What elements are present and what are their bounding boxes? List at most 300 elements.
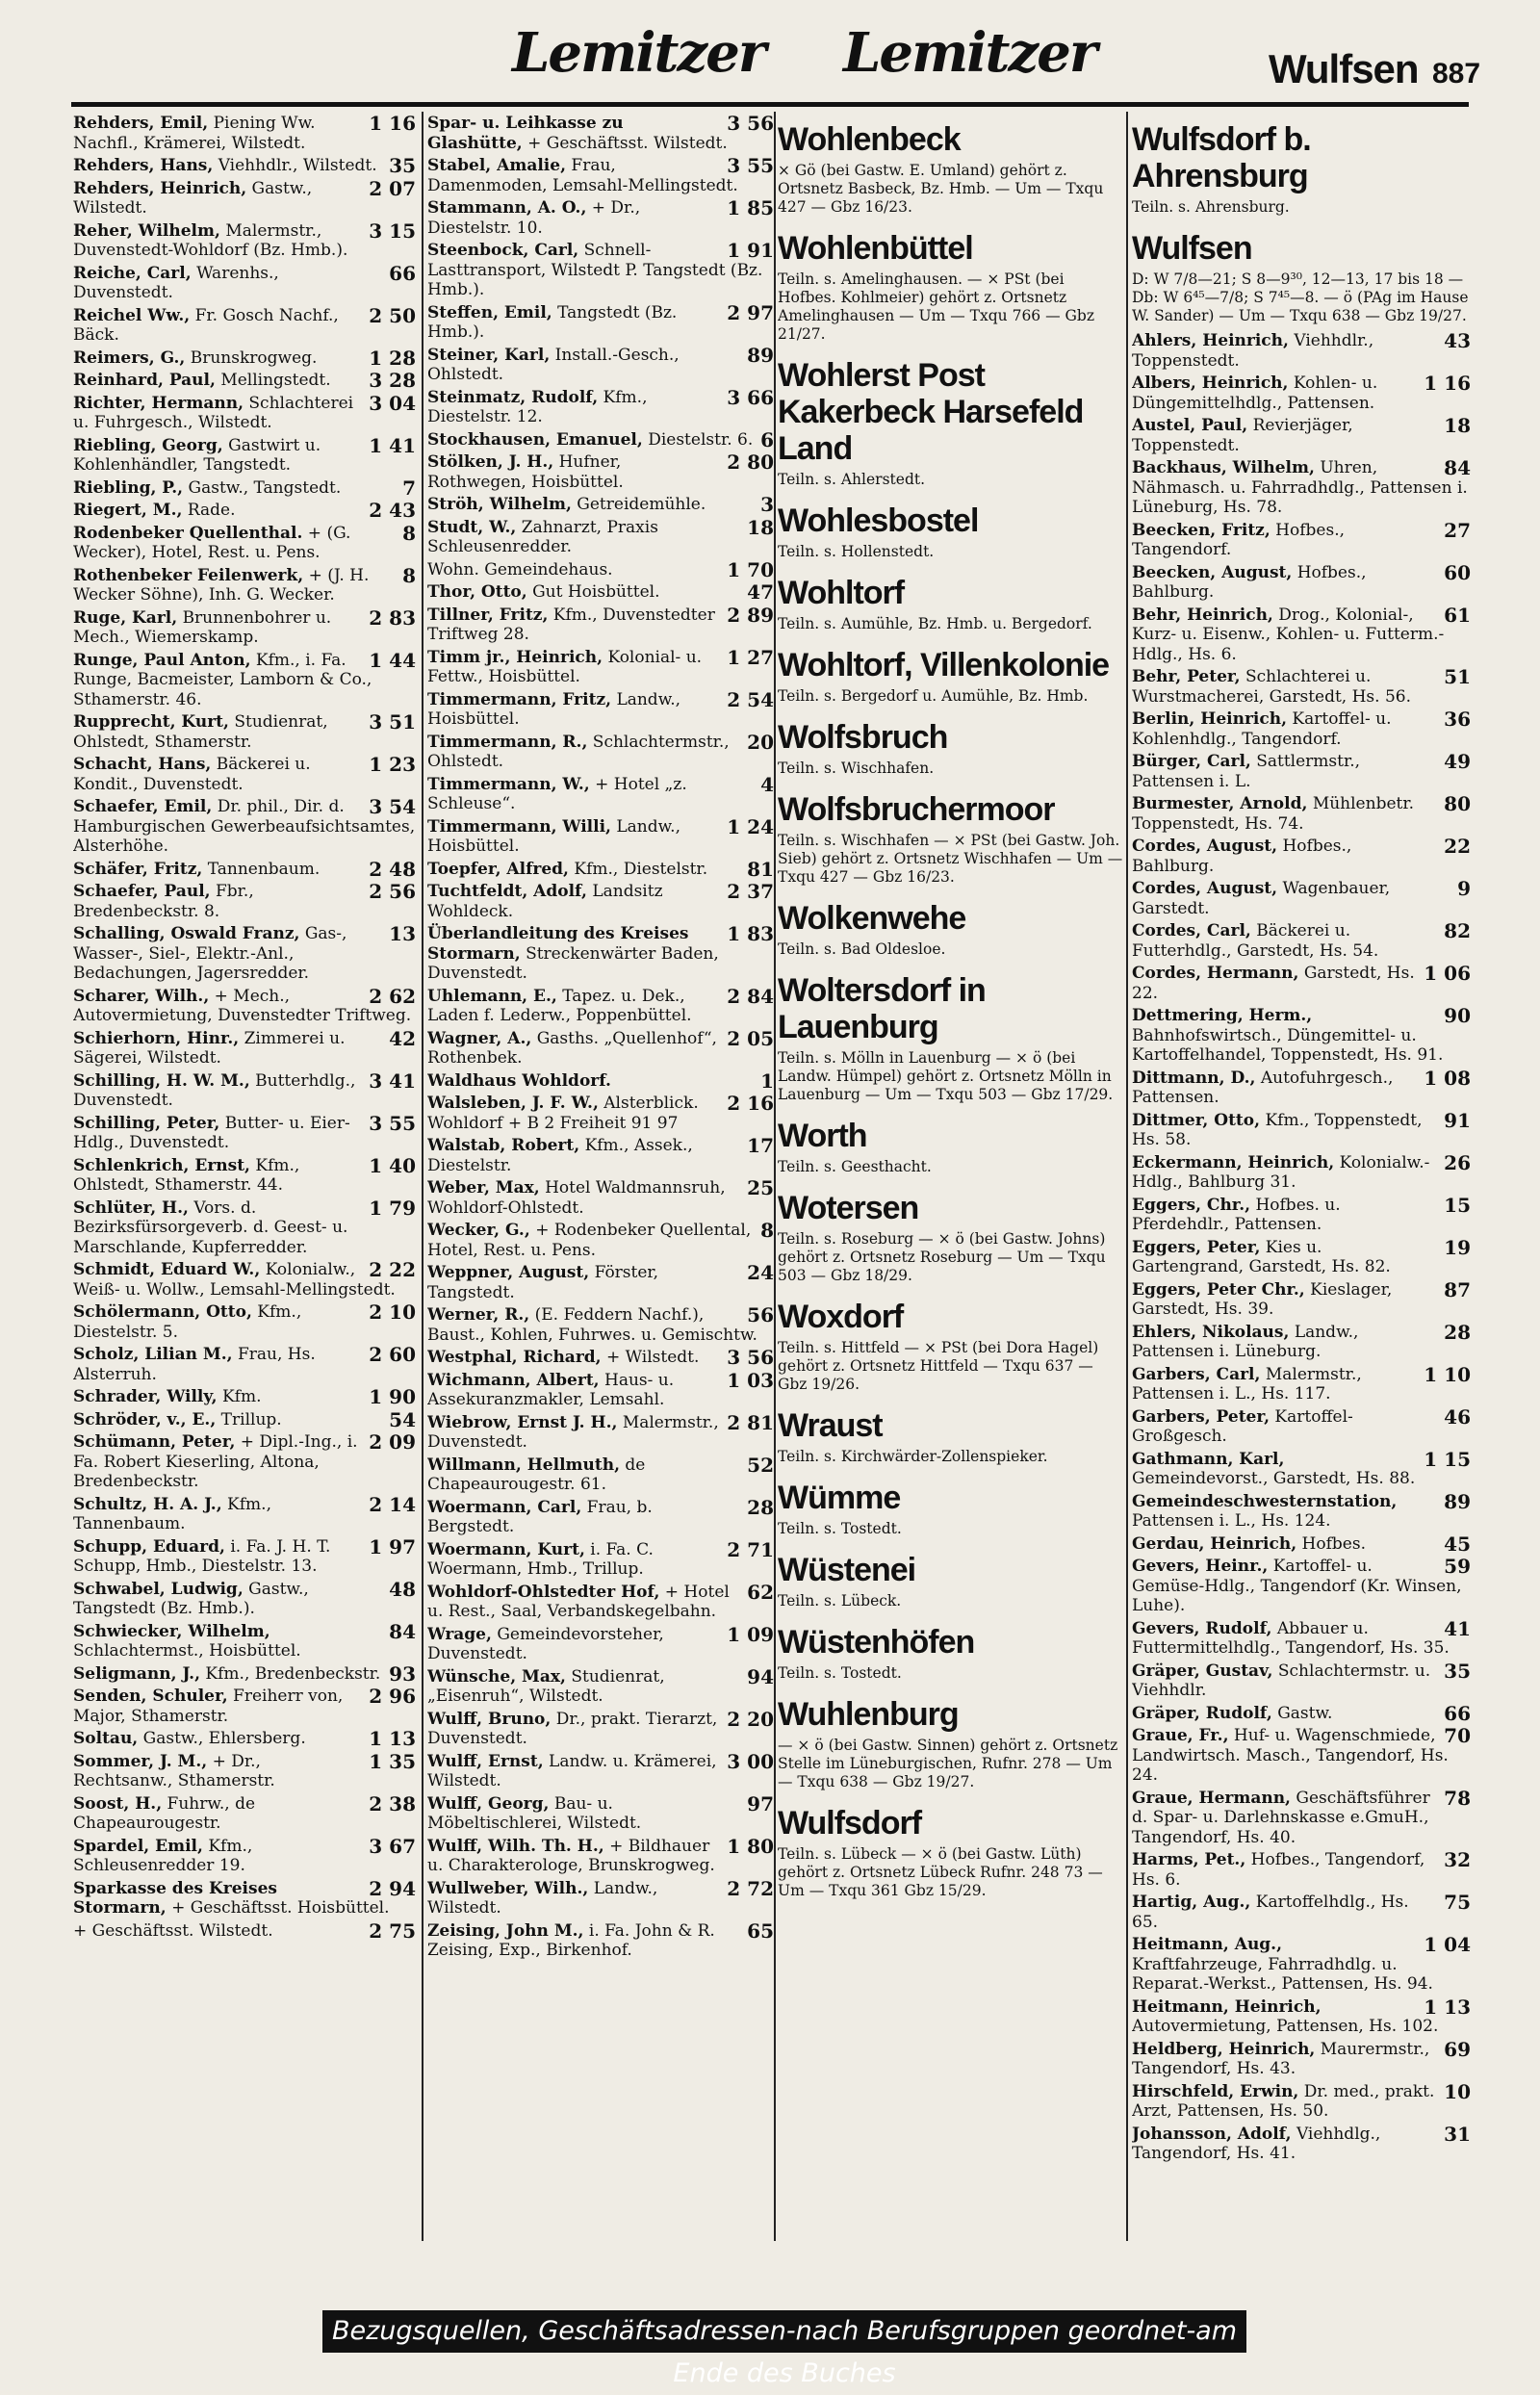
entry-details: Mühlenbetr. Toppenstedt, Hs. 74. — [1132, 794, 1414, 834]
locality-heading: Woltersdorf in Lauenburg — [778, 972, 986, 1045]
locality-info: Teiln. s. Lübeck — × ö (bei Gastw. Lüth) gehört z. Ortsnetz Lübeck Rufnr. 248 73 — Um — Txqu 361 Gbz 15/29. — [778, 1845, 1103, 1899]
entry-name: Reichel Ww., — [73, 305, 191, 325]
entry-details: Pattensen i. L., Hs. 124. — [1132, 1511, 1331, 1531]
phone-number: 35 — [1444, 1659, 1471, 1683]
entry-name: Steffen, Emil, — [427, 302, 552, 322]
phone-number: 6 — [760, 427, 774, 451]
directory-entry — [73, 1260, 416, 1300]
locality-heading: Wohlesbostel — [778, 502, 979, 539]
entry-details: Studienrat, „Eisenruh“, Wilstedt. — [427, 1666, 665, 1706]
entry-name: Schäfer, Fritz, — [73, 859, 203, 879]
phone-number: 2 38 — [369, 1791, 416, 1816]
locality-section — [778, 121, 1124, 217]
phone-number: 25 — [747, 1176, 774, 1199]
entry-name: Wullweber, Wilh., — [427, 1878, 589, 1898]
entry-name: Timmermann, W., — [427, 774, 590, 794]
directory-entry — [1132, 2079, 1471, 2122]
entry-name: Wulff, Wilh. Th. H., — [427, 1836, 604, 1856]
phone-number: 42 — [389, 1026, 416, 1050]
phone-number: 2 83 — [369, 605, 416, 630]
locality-info: Teiln. s. Wischhafen. — [778, 760, 935, 777]
entry-details: + Mech., Autovermietung, Duvenstedter Triftweg. — [73, 986, 412, 1025]
entry-name: Scholz, Lilian M., — [73, 1345, 233, 1364]
locality-info: Teiln. s. Lübeck. — [778, 1592, 902, 1610]
directory-entry — [1132, 373, 1471, 413]
directory-entry — [427, 814, 774, 857]
locality-heading: Wuhlenburg — [778, 1696, 959, 1733]
entry-details: Vors. d. Bezirksfürsorgeverb. d. Geest- u. Marschlande, Kupferredder. — [73, 1198, 348, 1257]
locality-heading: Wulfsen — [1132, 230, 1252, 267]
entry-name: Rehders, Hans, — [73, 156, 214, 175]
entry-details: Gemeindevorst., Garstedt, Hs. 88. — [1132, 1469, 1416, 1488]
entry-name: Weber, Max, — [427, 1178, 540, 1198]
entry-name: Behr, Peter, — [1132, 667, 1241, 686]
phone-number: 2 56 — [369, 880, 416, 903]
directory-entry — [1132, 1534, 1471, 1555]
directory-entry — [1132, 921, 1471, 961]
directory-entry — [1132, 560, 1471, 603]
entry-name: Rodenbeker Quellenthal. — [73, 523, 303, 543]
directory-entry — [73, 924, 416, 984]
directory-entry — [427, 1221, 774, 1260]
entry-name: Riebling, P., — [73, 477, 184, 498]
entry-details: Schlachterei u. Wurstmacherei, Garstedt, Hs. 56. — [1132, 667, 1412, 707]
phone-number: 2 84 — [727, 984, 774, 1008]
entry-details: + (G. Wecker), Hotel, Rest. u. Pens. — [73, 523, 351, 562]
phone-number: 93 — [389, 1661, 416, 1686]
locality-info: Teiln. s. Ahlerstedt. — [778, 471, 926, 488]
entry-details: Dr. med., prakt. Arzt, Pattensen, Hs. 50. — [1132, 2081, 1435, 2121]
column-3 — [778, 114, 1124, 2241]
phone-number: 1 44 — [369, 648, 416, 672]
directory-entry — [73, 521, 416, 563]
entry-name: Walsleben, J. F. W., — [427, 1094, 599, 1113]
phone-number: 1 24 — [727, 814, 774, 838]
entry-details: Zimmerei u. Sägerei, Wilstedt. — [73, 1028, 346, 1068]
entry-name: Schaefer, Paul, — [73, 882, 211, 901]
directory-entry — [427, 385, 774, 427]
entry-name: Eggers, Chr., — [1132, 1195, 1251, 1215]
entry-name: Hirschfeld, Erwin, — [1132, 2081, 1299, 2101]
phone-number: 2 16 — [727, 1092, 774, 1115]
phone-number: 60 — [1444, 560, 1471, 584]
phone-number: 2 89 — [727, 603, 774, 627]
directory-entry — [73, 1432, 416, 1492]
place-name: Wulfsen — [1269, 46, 1419, 91]
entry-details: Gastw., Tangstedt (Bz. Hmb.). — [73, 1579, 309, 1618]
phone-number: 47 — [747, 580, 774, 604]
locality-heading: Wolfsbruch — [778, 719, 948, 756]
phone-number: 94 — [747, 1664, 774, 1688]
entry-name: Tillner, Fritz, — [427, 605, 549, 625]
entry-name: Eggers, Peter, — [1132, 1237, 1261, 1257]
entry-details: Frau, b. Bergstedt. — [427, 1497, 653, 1536]
entry-name: Beecken, August, — [1132, 562, 1293, 582]
phone-number: 26 — [1444, 1150, 1471, 1174]
entry-details: Hofbes. u. Pferdehdlr., Pattensen. — [1132, 1195, 1341, 1234]
entry-name: Westphal, Richard, — [427, 1348, 602, 1367]
locality-heading: Worth — [778, 1118, 867, 1154]
entry-details: Landw. u. Krämerei, Wilstedt. — [427, 1751, 717, 1790]
phone-number: 69 — [1444, 2037, 1471, 2061]
directory-entry — [1132, 1362, 1471, 1404]
directory-entry — [73, 261, 416, 303]
entry-details: Viehhdlr., Wilstedt. — [218, 156, 377, 175]
phone-number: 3 04 — [369, 391, 416, 415]
entry-name: Uhlemann, E., — [427, 986, 557, 1006]
entry-details: + Dr., Diestelstr. 10. — [427, 198, 641, 238]
directory-entry — [427, 114, 774, 153]
entry-details: Bahnhofswirtsch., Düngemittel- u. Kartoffelhandel, Toppenstedt, Hs. 91. — [1132, 1025, 1444, 1065]
entry-details: Revierjäger, Toppenstedt. — [1132, 416, 1353, 455]
entry-name: Dittmann, D., — [1132, 1068, 1256, 1088]
entry-details: Kartoffelhdlg., Hs. 65. — [1132, 1893, 1409, 1932]
entry-details: Landw., Pattensen i. Lüneburg. — [1132, 1322, 1359, 1361]
entry-name: Wrage, — [427, 1624, 492, 1644]
entry-name: Gevers, Heinr., — [1132, 1557, 1269, 1576]
phone-number: 3 54 — [369, 795, 416, 818]
directory-entry — [73, 605, 416, 648]
entry-details: Kfm., Bredenbeckstr. — [205, 1663, 381, 1684]
directory-entry — [427, 1749, 774, 1791]
entry-name: Heldberg, Heinrich, — [1132, 2039, 1316, 2059]
locality-info: × Gö (bei Gastw. E. Umland) gehört z. Ortsnetz Basbeck, Bz. Hmb. — Um — Txqu 427 — Gbz 16/23. — [778, 162, 1104, 216]
phone-number: 2 10 — [369, 1301, 416, 1324]
directory-entry — [1132, 1557, 1471, 1616]
entry-details: Hotel Waldmannsruh, Wohldorf-Ohlstedt. — [427, 1178, 726, 1218]
directory-entry — [427, 1136, 774, 1175]
entry-details: Viehhdlr., Toppenstedt. — [1132, 331, 1374, 371]
phone-number: 2 62 — [369, 984, 416, 1008]
locality-heading: Wüstenei — [778, 1552, 916, 1588]
phone-number: 2 09 — [369, 1430, 416, 1454]
phone-number: 87 — [1444, 1277, 1471, 1301]
locality-heading: Wulfsdorf — [778, 1805, 922, 1841]
phone-number: 1 90 — [369, 1385, 416, 1408]
directory-entry — [427, 1263, 774, 1302]
entry-name: Werner, R., — [427, 1305, 530, 1325]
directory-entry — [1132, 2122, 1471, 2164]
directory-entry — [1132, 667, 1471, 707]
directory-entry — [73, 712, 416, 752]
directory-entry — [427, 924, 774, 984]
directory-entry — [1132, 1997, 1471, 2037]
entry-name: Bürger, Carl, — [1132, 752, 1251, 771]
entry-name: Wulff, Ernst, — [427, 1751, 544, 1771]
entry-details: Autovermietung, Pattensen, Hs. 102. — [1132, 2017, 1439, 2036]
phone-number: 1 23 — [369, 753, 416, 776]
phone-number: 8 — [402, 563, 416, 587]
entry-details: + Geschäftsst. Wilstedt. — [527, 133, 728, 153]
locality-info: Teiln. s. Hollenstedt. — [778, 543, 935, 560]
entry-name: Schalling, Oswald Franz, — [73, 924, 300, 943]
directory-entry — [73, 1302, 416, 1342]
entry-name: Schlüter, H., — [73, 1198, 189, 1218]
phone-number: 3 67 — [369, 1834, 416, 1858]
entry-details: Autofuhrgesch., Pattensen. — [1132, 1068, 1394, 1107]
phone-number: 1 03 — [727, 1368, 774, 1392]
directory-entry — [1132, 331, 1471, 371]
entry-details: Garstedt, Hs. 22. — [1132, 964, 1415, 1003]
entry-name: Schierhorn, Hinr., — [73, 1028, 240, 1048]
entry-details: Rade. — [187, 501, 236, 520]
locality-info: D: W 7/8—21; S 8—9³⁰, 12—13, 17 bis 18 — Db: W 6⁴⁵—7/8; S 7⁴⁵—8. — ö (PAg im Hause W. Sander) — Um — Txqu 638 — Gbz 19/27. — [1132, 270, 1469, 324]
locality-heading: Wohlerst Post Kakerbeck Harsefeld Land — [778, 357, 1084, 467]
entry-name: Backhaus, Wilhelm, — [1132, 458, 1315, 477]
phone-number: 1 91 — [727, 239, 774, 262]
entry-name: Sommer, J. M., — [73, 1751, 208, 1771]
locality-info: — × ö (bei Gastw. Sinnen) gehört z. Ortsnetz Stelle im Lüneburgischen, Rufnr. 278 — Um — Txqu 638 — Gbz 19/27. — [778, 1737, 1118, 1790]
phone-number: 82 — [1444, 919, 1471, 942]
directory-entry — [1132, 1193, 1471, 1235]
entry-details: Geschäftsführer d. Spar- u. Darlehnskasse e.GmuH., Tangendorf, Hs. 40. — [1132, 1788, 1430, 1847]
entry-details: Tangstedt (Bz. Hmb.). — [427, 302, 678, 342]
entry-details: Gemeindevorsteher, Duvenstedt. — [427, 1624, 664, 1663]
entry-name: Schlenkrich, Ernst, — [73, 1155, 250, 1175]
entry-name: Austel, Paul, — [1132, 416, 1248, 435]
directory-entry — [1132, 2037, 1471, 2079]
entry-details: + Hotel „z. Schleuse“. — [427, 774, 687, 813]
entry-name: Rehders, Heinrich, — [73, 178, 247, 198]
directory-entry — [73, 1407, 416, 1431]
entry-details: Kfm., Diestelstr. — [574, 859, 708, 879]
directory-entry — [1132, 1066, 1471, 1108]
directory-entry — [1132, 1893, 1471, 1932]
locality-info: Teiln. s. Mölln in Lauenburg — × ö (bei Landw. Hümpel) gehört z. Ortsnetz Mölln in Lauenburg — Um — Txqu 503 — Gbz 17/29. — [778, 1049, 1114, 1103]
directory-entry — [73, 371, 416, 391]
entry-details: Hofbes. — [1301, 1533, 1366, 1554]
entry-details: + Wilstedt. — [605, 1348, 700, 1367]
locality-section — [1132, 230, 1471, 325]
directory-entry — [73, 1345, 416, 1384]
entry-name: Ahlers, Heinrich, — [1132, 331, 1289, 350]
phone-number: 17 — [747, 1134, 774, 1157]
entry-name: Stölken, J. H., — [427, 452, 554, 472]
locality-info: Teiln. s. Amelinghausen. — × PSt (bei Hofbes. Kohlmeier) gehört z. Ortsnetz Amelinghausen — Um — Txqu 766 — Gbz 21/27. — [778, 270, 1094, 343]
directory-entry — [73, 1729, 416, 1749]
phone-number: 80 — [1444, 792, 1471, 815]
directory-entry — [427, 515, 774, 557]
entry-details: Kartoffel- u. Gemüse-Hdlg., Tangendorf (Kr. Winsen, Luhe). — [1132, 1557, 1462, 1615]
entry-details: Gastw., Wilstedt. — [73, 178, 313, 218]
phone-number: 75 — [1444, 1891, 1471, 1914]
entry-name: Wiebrow, Ernst J. H., — [427, 1412, 618, 1432]
entry-name: Stockhausen, Emanuel, — [427, 429, 643, 450]
phone-number: 20 — [747, 730, 774, 754]
directory-entry — [427, 300, 774, 343]
entry-name: Cordes, August, — [1132, 837, 1278, 856]
entry-details: + Dipl.-Ing., i. Fa. Robert Kieserling, Altona, Bredenbeckstr. — [73, 1432, 358, 1491]
directory-entry — [73, 1687, 416, 1726]
directory-entry — [427, 687, 774, 730]
directory-entry — [1132, 1447, 1471, 1489]
phone-number: 3 — [760, 493, 774, 516]
phone-number: 46 — [1444, 1404, 1471, 1429]
entry-details: Gastw. — [1277, 1703, 1333, 1723]
phone-number: 3 55 — [727, 154, 774, 177]
entry-name: Soost, H., — [73, 1793, 163, 1814]
phone-number: 2 60 — [369, 1343, 416, 1366]
entry-details: Kolonialw., Weiß- u. Wollw., Lemsahl-Mellingstedt. — [73, 1260, 396, 1300]
phone-number: 3 56 — [727, 114, 774, 135]
locality-heading: Wulfsdorf b. Ahrensburg — [1132, 121, 1311, 194]
entry-details: Malermstr., Pattensen i. L., Hs. 117. — [1132, 1364, 1362, 1404]
phone-number: 89 — [1444, 1489, 1471, 1513]
directory-entry — [73, 114, 416, 153]
entry-details: Kfm., i. Fa. Runge, Bacmeister, Lamborn & Co., Sthamerstr. 46. — [73, 650, 372, 709]
entry-name: Gemeindeschwesternstation, — [1132, 1491, 1398, 1511]
phone-number: 70 — [1444, 1724, 1471, 1747]
phone-number: 36 — [1444, 708, 1471, 731]
locality-section — [778, 1552, 1124, 1610]
entry-name: Behr, Heinrich, — [1132, 605, 1273, 625]
entry-details: Butterhdlg., Duvenstedt. — [73, 1070, 356, 1110]
entry-name: Ströh, Wilhelm, — [427, 495, 572, 514]
directory-entry — [1132, 1850, 1471, 1890]
entry-details: + Geschäftsst. Hoisbüttel. — [171, 1898, 390, 1918]
directory-entry — [73, 433, 416, 476]
entry-name: Thor, Otto, — [427, 582, 527, 602]
phone-number: 2 05 — [727, 1026, 774, 1050]
locality-heading: Wohltorf, Villenkolonie — [778, 647, 1110, 683]
directory-entry — [1132, 1701, 1471, 1725]
entry-name: Harms, Pet., — [1132, 1850, 1246, 1869]
entry-name: Heitmann, Heinrich, — [1132, 1996, 1322, 2017]
directory-entry — [427, 984, 774, 1026]
entry-details: Alsterblick. Wohldorf + B 2 Freiheit 91 97 — [427, 1094, 699, 1133]
entry-name: Berlin, Heinrich, — [1132, 709, 1287, 729]
phone-number: 3 66 — [727, 385, 774, 409]
phone-number: 1 04 — [1424, 1933, 1471, 1956]
directory-entry — [427, 1537, 774, 1580]
directory-entry — [427, 730, 774, 772]
phone-number: 84 — [1444, 456, 1471, 479]
phone-number: 7 — [402, 476, 416, 500]
entry-name: Gerdau, Heinrich, — [1132, 1533, 1297, 1554]
entry-name: Schaefer, Emil, — [73, 797, 213, 816]
entry-details: Kolonialw.-Hdlg., Bahlburg 31. — [1132, 1152, 1430, 1192]
entry-details: Zahnarzt, Praxis Schleusenredder. — [427, 517, 658, 556]
phone-number: 15 — [1444, 1193, 1471, 1217]
locality-section — [778, 719, 1124, 778]
directory-entry — [73, 1071, 416, 1111]
locality-heading: Wotersen — [778, 1190, 919, 1226]
directory-entry — [427, 857, 774, 881]
phone-number: 54 — [389, 1407, 416, 1431]
entry-details: Tannenbaum. — [207, 859, 321, 879]
locality-info: Teiln. s. Roseburg — × ö (bei Gastw. Johns) gehört z. Ortsnetz Roseburg — Um — Txqu 503 — Gbz 18/29. — [778, 1230, 1106, 1284]
directory-entry — [73, 648, 416, 710]
entry-name: Stabel, Amalie, — [427, 156, 566, 175]
directory-entry — [1132, 837, 1471, 876]
entry-details: Hofbes., Bahlburg. — [1132, 837, 1352, 876]
directory-entry — [427, 1707, 774, 1749]
entry-details: Dr. phil., Dir. d. Hamburgischen Gewerbeaufsichtsamtes, Alsterhöhe. — [73, 797, 416, 856]
directory-entry — [73, 984, 416, 1026]
locality-info: Teiln. s. Aumühle, Bz. Hmb. u. Bergedorf. — [778, 615, 1092, 632]
locality-section — [778, 1299, 1124, 1394]
phone-number: 1 83 — [727, 922, 774, 945]
phone-number: 24 — [747, 1261, 774, 1284]
entry-name: Tuchtfeldt, Adolf, — [427, 882, 587, 901]
directory-entry — [1132, 458, 1471, 518]
entry-details: Kartoffel-Großgesch. — [1132, 1406, 1353, 1446]
entry-name: Senden, Schuler, — [73, 1687, 228, 1706]
phone-number: 2 20 — [727, 1707, 774, 1731]
locality-info: Teiln. s. Geesthacht. — [778, 1158, 932, 1175]
locality-info: Teiln. s. Tostedt. — [778, 1520, 902, 1537]
entry-details: i. Fa. J. H. T. Schupp, Hmb., Diestelstr. 13. — [73, 1536, 331, 1576]
phone-number: 97 — [747, 1791, 774, 1816]
entry-details: Landw., Hoisbüttel. — [427, 816, 680, 856]
directory-entry — [427, 1664, 774, 1707]
entry-details: Kfm., Tannenbaum. — [73, 1494, 271, 1533]
entry-details: Landw., Hoisbüttel. — [427, 689, 681, 729]
phone-number: 2 72 — [727, 1876, 774, 1900]
phone-number: 13 — [389, 922, 416, 945]
directory-entry — [1132, 1277, 1471, 1320]
entry-details: Mellingstedt. — [220, 371, 331, 390]
entry-details: i. Fa. John & R. Zeising, Exp., Birkenhof. — [427, 1920, 715, 1960]
entry-details: Kartoffel- u. Kohlenhdlg., Tangendorf. — [1132, 709, 1392, 749]
phone-number: 1 10 — [1424, 1362, 1471, 1386]
entry-name: Schwabel, Ludwig, — [73, 1579, 244, 1599]
directory-entry — [73, 156, 416, 176]
entry-name: Hartig, Aug., — [1132, 1893, 1251, 1912]
locality-section — [778, 1805, 1124, 1900]
locality-heading: Wohltorf — [778, 575, 905, 611]
locality-info: Teiln. s. Bergedorf u. Aumühle, Bz. Hmb. — [778, 687, 1089, 705]
directory-entry — [1132, 1006, 1471, 1066]
phone-number: 2 54 — [727, 687, 774, 711]
entry-name: Timmermann, Willi, — [427, 816, 611, 837]
column-divider — [1126, 112, 1128, 2241]
directory-entry — [1132, 1489, 1471, 1532]
directory-entry — [427, 1178, 774, 1218]
phone-number: 51 — [1444, 665, 1471, 688]
directory-entry — [1132, 879, 1471, 918]
entry-name: Wichmann, Albert, — [427, 1370, 600, 1390]
phone-number: 3 41 — [369, 1069, 416, 1093]
directory-entry — [427, 1305, 774, 1345]
phone-number: 19 — [1444, 1235, 1471, 1259]
entry-name: Reimers, G., — [73, 348, 186, 368]
directory-entry — [427, 1580, 774, 1622]
locality-section — [778, 230, 1124, 344]
phone-number: 8 — [760, 1219, 774, 1242]
phone-number: 4 — [760, 772, 774, 796]
directory-entry — [1132, 964, 1471, 1003]
entry-details: Brunskrogweg. — [190, 348, 318, 368]
locality-section — [778, 900, 1124, 959]
entry-name: Woermann, Carl, — [427, 1497, 582, 1517]
entry-details: Kfm., Assek., Diestelstr. — [427, 1136, 693, 1175]
phone-number: 3 00 — [727, 1749, 774, 1773]
entry-details: Kfm., Ohlstedt, Sthamerstr. 44. — [73, 1155, 300, 1195]
entry-name: Rothenbeker Feilenwerk, — [73, 565, 304, 585]
entry-details: Kraftfahrzeuge, Fahrradhdlg. u. Reparat.-Werkst., Pattensen, Hs. 94. — [1132, 1954, 1433, 1994]
directory-entry — [427, 1921, 774, 1961]
entry-name: Rupprecht, Kurt, — [73, 712, 229, 732]
phone-number: 49 — [1444, 750, 1471, 773]
entry-name: Steinmatz, Rudolf, — [427, 387, 599, 407]
phone-number: 3 56 — [727, 1346, 774, 1369]
entry-name: Rehders, Emil, — [73, 114, 209, 133]
phone-number: 1 70 — [727, 557, 774, 581]
locality-heading: Wohlenbüttel — [778, 230, 973, 267]
entry-details: Kies u. Gartengrand, Garstedt, Hs. 82. — [1132, 1237, 1391, 1276]
phone-number: 41 — [1444, 1616, 1471, 1640]
